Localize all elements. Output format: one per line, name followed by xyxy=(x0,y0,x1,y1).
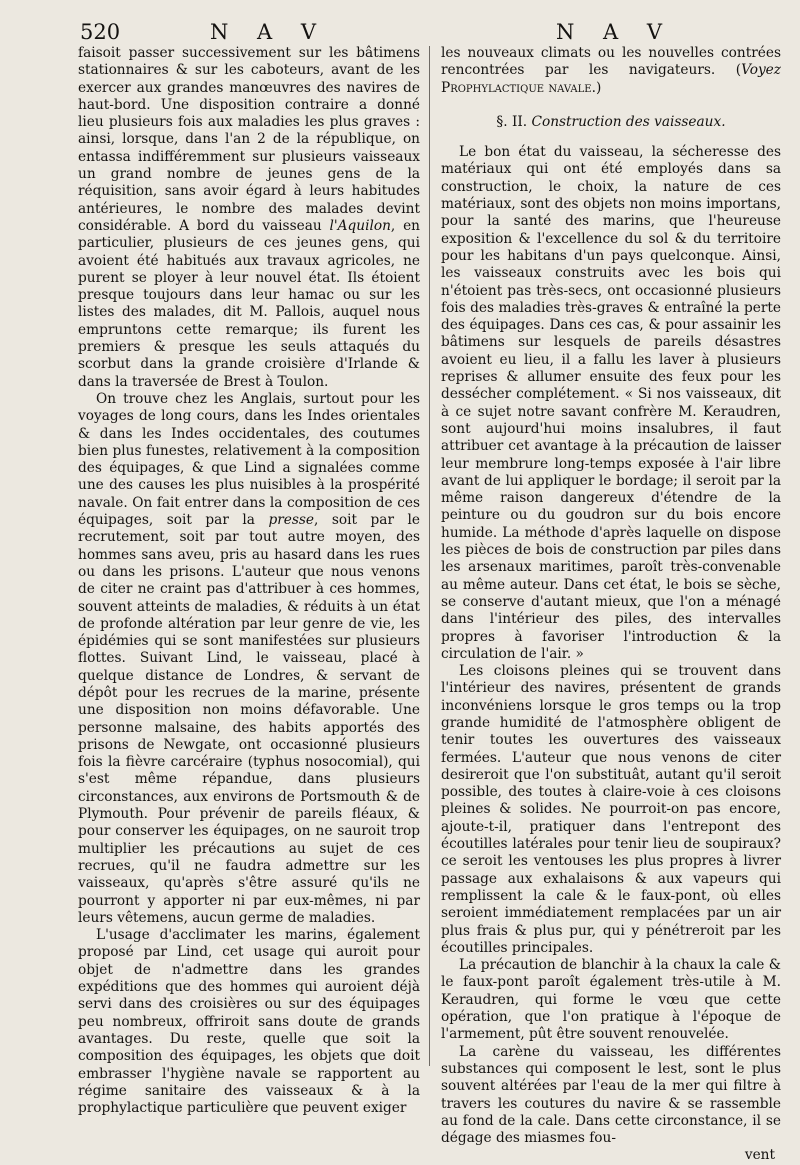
paragraph-text: Le bon état du vaisseau, la sécheresse des matériaux qui ont été employés dans sa construction, le choix, la nature de ces matériaux, sont des objets non moins importans, pour la santé des marins, que l'heureuse exposition & l'excellence du sol & du territoire pour les habitans d'un pays quelconque. Ainsi, les vaisseaux construits avec les bois qui n'étoient pas très-secs, ont occasionné plusieurs fois des maladies très-graves & entraîné la perte des équipages. Dans ces cas, & pour assainir les bâtimens sur lesquels de pareils désastres avoient eu lieu, il a fallu les laver à plusieurs reprises & allumer ensuite des feux pour les dessécher complétement. « Si nos vaisseaux, dit à ce sujet notre savant confrère M. Keraudren, sont aujourd'hui moins insalubres, il faut attribuer cet avantage à la précaution de laisser leur membrure long-temps exposée à l'air libre avant de lui appliquer le bordage; il seroit par la même raison dangereux d'étendre de la peinture ou du goudron sur du bois encore humide. La méthode d'après laquelle on dispose les pièces de bois de construction par piles dans les arsenaux maritimes, paroît très-convenable au même auteur. Dans cet état, le bois se sèche, se conserve d'autant mieux, que l'on a ménagé dans l'intérieur des piles, des intervalles propres à favoriser l'introduction & la circulation de l'air. » xyxy=(441,144,781,662)
paragraph xyxy=(78,45,420,391)
running-title-right: N A V xyxy=(556,20,674,44)
paragraph xyxy=(441,45,781,97)
italic-text: Voyez xyxy=(741,62,781,79)
section-title: Construction des vaisseaux. xyxy=(531,113,726,130)
paragraph xyxy=(441,1044,781,1148)
paragraph-text: les nouveaux climats ou les nouvelles contrées rencontrées par les navigateurs. ( xyxy=(441,45,781,79)
paragraph-text: , en particulier, plusieurs de ces jeunes gens, qui avoient été habitués aux travaux agricoles, ne purent se ployer à leur nouvel état. Ils étoient presque toujours dans leur hamac ou sur les listes des malades, dit M. Pallois, auquel nous empruntons cette remarque; ils furent les premiers & presque les seuls attaqués du scorbut dans la grande croisière d'Irlande & dans la traversée de Brest à Toulon. xyxy=(78,217,420,390)
paragraph-text: On trouve chez les Anglais, surtout pour les voyages de long cours, dans les Indes orientales & dans les Indes occidentales, des coutumes bien plus funestes, relativement à la composition des équipages, & que Lind a signalées comme une des causes les plus nuisibles à la prospérité navale. On fait entrer dans la composition de ces équipages, soit par la xyxy=(78,390,420,529)
catchword: vent xyxy=(744,1147,775,1164)
right-column-intro xyxy=(441,45,781,97)
left-column xyxy=(78,45,420,1117)
right-column-body xyxy=(441,144,781,1147)
section-heading xyxy=(441,114,781,131)
page-number: 520 xyxy=(80,20,121,44)
paragraph-text: Les cloisons pleines qui se trouvent dans l'intérieur des navires, présentent de grands inconvéniens lorsque le gros temps ou la trop grande humidité de l'atmosphère obligent de tenir toutes les ouvertures des vaisseaux fermées. L'auteur que nous venons de citer desireroit que l'on substituât, autant qu'il seroit possible, des toutes à claire-voie à ces cloisons pleines & solides. Ne pourroit-on pas encore, ajoute-t-il, pratiquer dans l'entrepont des écoutilles latérales pour tenir lieu de soupiraux? ce seroit les ventouses les plus propres à livrer passage aux exhalaisons & aux vapeurs qui remplissent la cale & le faux-pont, où elles seroient immédiatement remplacées par un air plus frais & plus pur, qui y pénétreroit par les écoutilles principales. xyxy=(441,663,781,956)
italic-text: presse xyxy=(268,512,314,529)
paragraph xyxy=(441,663,781,957)
paragraph-text: La carène du vaisseau, les différentes substances qui composent le lest, sont le plus souvent altérées par l'eau de la mer qui filtre à travers les coutures du navire & se rassemble au fond de la cale. Dans cette circonstance, il se dégage des miasmes fou- xyxy=(441,1043,781,1147)
paragraph-text: ) xyxy=(595,79,602,96)
right-column xyxy=(441,45,781,1164)
paragraph xyxy=(78,391,420,927)
column-rule xyxy=(429,46,430,1066)
paragraph-text: La précaution de blanchir à la chaux la cale & le faux-pont paroît également très-utile à M. Keraudren, qui forme le vœu que cette opération, que l'on pratique à l'époque de l'armement, pût être souvent renouvelée. xyxy=(441,957,781,1043)
left-column-body xyxy=(78,45,420,1117)
running-title-left: N A V xyxy=(210,20,328,44)
small-caps-text: Prophylactique navale. xyxy=(441,79,596,96)
paragraph-text: , soit par le recrutement, soit par tout autre moyen, des hommes sans aveu, pris au hasard dans les rues ou dans les prisons. L'auteur que nous venons de citer ne craint pas d'attribuer à ces hommes, souvent atteints de maladies, & réduits à un état de profonde altération par leur genre de vie, les épidémies qui se sont manifestées sur plusieurs flottes. Suivant Lind, le vaisseau, placé à quelque distance de Londres, & servant de dépôt pour les recrues de la marine, présente une disposition non moins défavorable. Une personne malsaine, des habits apportés des prisons de Newgate, ont occasionné plusieurs fois la fièvre carcéraire (typhus nosocomial), qui s'est même répandue, dans plusieurs circonstances, aux environs de Portsmouth & de Plymouth. Pour prévenir de pareils fléaux, & pour conserver les équipages, on ne sauroit trop multiplier les précautions au sujet de ces recrues, qu'il ne faudra admettre sur les vaisseaux, qu'après s'être assuré qu'ils ne pourront y apporter ni par eux-mêmes, ni par leurs vêtemens, aucun germe de maladies. xyxy=(78,512,420,926)
section-number: §. II. xyxy=(496,113,528,130)
paragraph xyxy=(441,144,781,663)
italic-text: l'Aquilon xyxy=(329,217,391,234)
paragraph xyxy=(441,957,781,1043)
paragraph-text: L'usage d'acclimater les marins, également proposé par Lind, cet usage qui auroit pour objet de n'admettre dans les grandes expéditions que des hommes qui auroient déjà servi dans des croisières ou sur des équipages peu nombreux, offriroit sans doute de grands avantages. Du reste, quelle que soit la composition des équipages, les objets que doit embrasser l'hygiène navale se rapportent au régime sanitaire des vaisseaux & à la prophylactique particulière que peuvent exiger xyxy=(78,927,420,1117)
paragraph xyxy=(78,927,420,1117)
paragraph-text: faisoit passer successivement sur les bâtimens stationnaires & sur les caboteurs, avant de les exercer aux grandes manœuvres des navires de haut-bord. Une disposition contraire a donné lieu plusieurs fois aux maladies les plus graves : ainsi, lorsque, dans l'an 2 de la république, on entassa indifféremment sur plusieurs vaisseaux un grand nombre de jeunes gens de la réquisition, sans avoir égard à leurs habitudes antérieures, le nombre des malades devint considérable. A bord du vaisseau xyxy=(78,45,420,234)
